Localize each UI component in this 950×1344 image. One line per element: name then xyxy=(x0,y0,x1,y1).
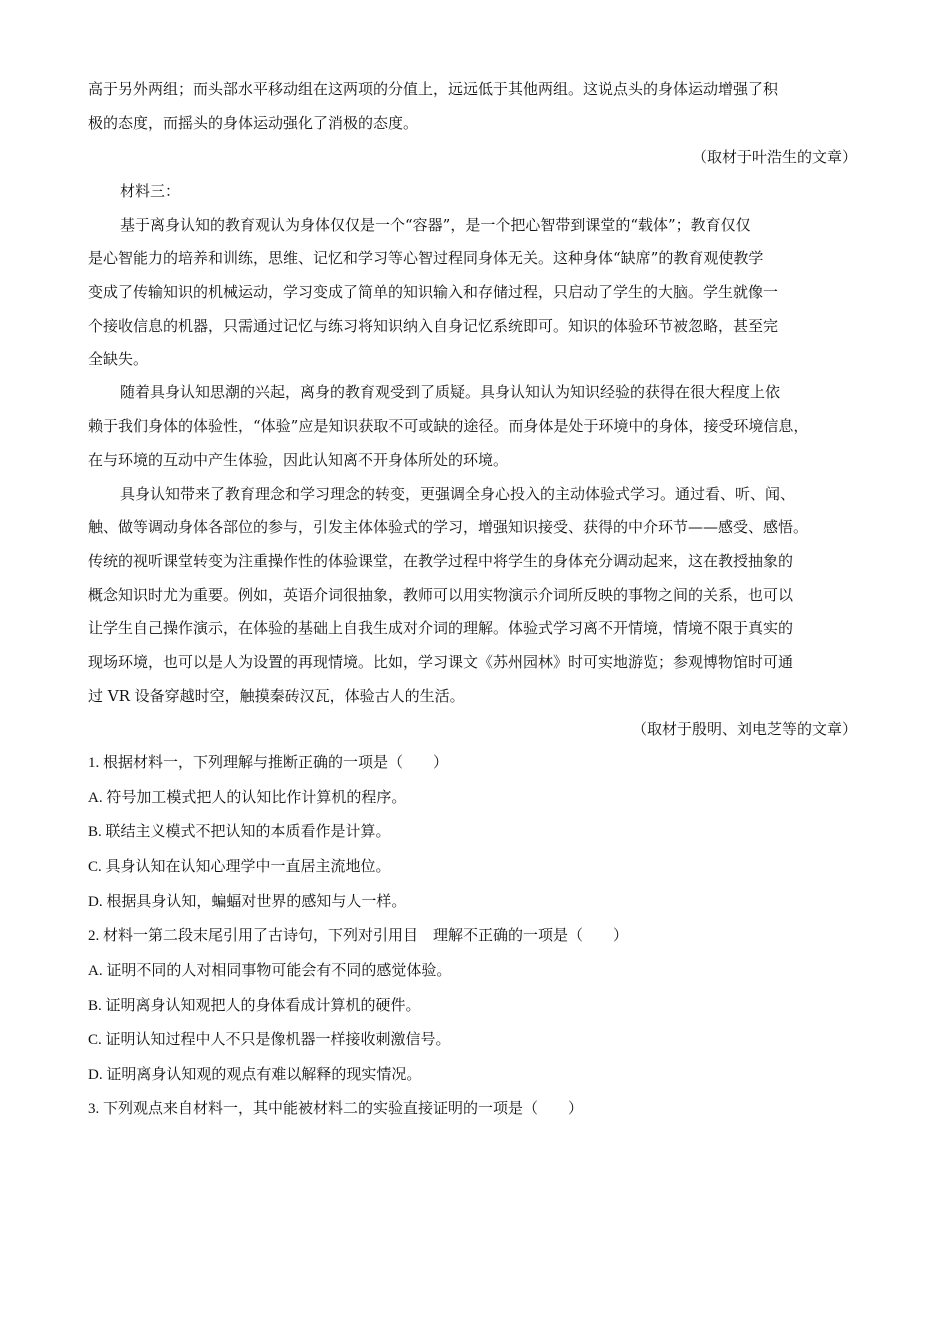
text-line: 是心智能力的培养和训练，思维、记忆和学习等心智过程同身体无关。这种身体“缺席”的教育观使教学 xyxy=(88,249,764,267)
answer-option: A. 符号加工模式把人的认知比作计算机的程序。 xyxy=(88,790,407,806)
text-line: 高于另外两组；而头部水平移动组在这两项的分值上，远远低于其他两组。这说点头的身体运动增强了积 xyxy=(88,80,779,98)
text-line: 在与环境的互动中产生体验，因此认知离不开身体所处的环境。 xyxy=(88,451,509,469)
question-stem: 3. 下列观点来自材料一，其中能被材料二的实验直接证明的一项是（ ） xyxy=(88,1101,584,1117)
text-line: 基于离身认知的教育观认为身体仅仅是一个“容器”，是一个把心智带到课堂的“载体”；教育仅仅 xyxy=(120,216,751,234)
answer-option: D. 证明离身认知观的观点有难以解释的现实情况。 xyxy=(88,1067,422,1083)
text-line: 具身认知带来了教育理念和学习理念的转变，更强调全身心投入的主动体验式学习。通过看、听、闻、 xyxy=(120,485,796,503)
answer-option: B. 证明离身认知观把人的身体看成计算机的硬件。 xyxy=(88,998,421,1014)
text-line: 极的态度，而摇头的身体运动强化了消极的态度。 xyxy=(88,114,419,132)
text-line: 个接收信息的机器，只需通过记忆与练习将知识纳入自身记忆系统即可。知识的体验环节被忽略，甚至完 xyxy=(88,317,779,335)
text-line: 现场环境，也可以是人为设置的再现情境。比如，学习课文《苏州园林》时可实地游览；参观博物馆时可通 xyxy=(88,653,794,671)
text-line: 概念知识时尤为重要。例如，英语介词很抽象，教师可以用实物演示介词所反映的事物之间的关系，也可以 xyxy=(88,586,794,604)
text-line: 传统的视听课堂转变为注重操作性的体验课堂，在教学过程中将学生的身体充分调动起来，这在教授抽象的 xyxy=(88,552,794,570)
text-line: 让学生自己操作演示，在体验的基础上自我生成对介词的理解。体验式学习离不开情境，情境不限于真实的 xyxy=(88,619,794,637)
source-citation: （取材于殷明、刘电芝等的文章） xyxy=(631,720,857,738)
text-line: 全缺失。 xyxy=(88,350,149,368)
answer-option: B. 联结主义模式不把认知的本质看作是计算。 xyxy=(88,824,391,840)
answer-option: C. 证明认知过程中人不只是像机器一样接收刺激信号。 xyxy=(88,1032,451,1048)
text-line: 触、做等调动身体各部位的参与，引发主体体验式的学习，增强知识接受、获得的中介环节——感受、感悟。 xyxy=(88,518,809,536)
answer-option: A. 证明不同的人对相同事物可能会有不同的感觉体验。 xyxy=(88,963,452,979)
section-heading: 材料三： xyxy=(120,182,181,200)
answer-option: C. 具身认知在认知心理学中一直居主流地位。 xyxy=(88,859,391,875)
text-line: 赖于我们身体的体验性，“体验”应是知识获取不可或缺的途径。而身体是处于环境中的身体，接受环境信息， xyxy=(88,417,809,435)
source-citation: （取材于叶浩生的文章） xyxy=(691,148,857,166)
answer-option: D. 根据具身认知，蝙蝠对世界的感知与人一样。 xyxy=(88,894,407,910)
text-line: 过 VR 设备穿越时空，触摸秦砖汉瓦，体验古人的生活。 xyxy=(88,687,465,705)
text-line: 变成了传输知识的机械运动，学习变成了简单的知识输入和存储过程，只启动了学生的大脑。学生就像一 xyxy=(88,283,779,301)
text-line: 随着具身认知思潮的兴起，离身的教育观受到了质疑。具身认知认为知识经验的获得在很大程度上依 xyxy=(120,383,781,401)
question-stem: 2. 材料一第二段末尾引用了古诗句，下列对引用目 理解不正确的一项是（ ） xyxy=(88,928,629,944)
question-stem: 1. 根据材料一，下列理解与推断正确的一项是（ ） xyxy=(88,755,449,771)
